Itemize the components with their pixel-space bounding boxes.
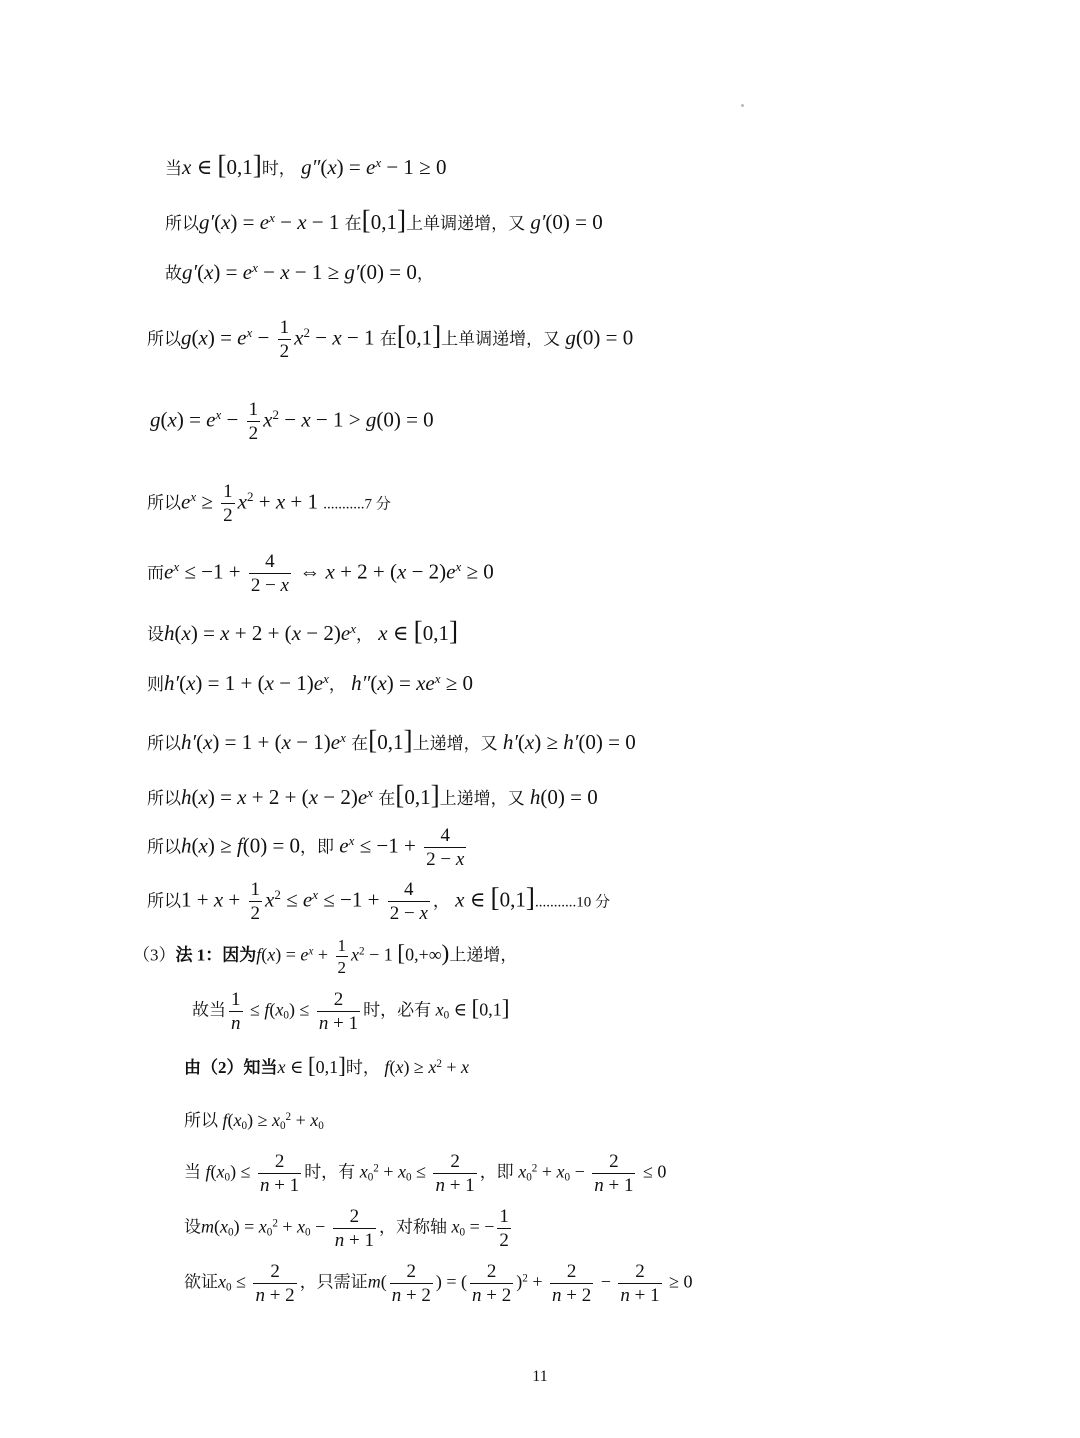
page-number: 11 [532, 1368, 548, 1385]
score-mark-7: ...........7 分 [323, 496, 391, 513]
math-line-11: 所以$h(x) = x + 2 + (x - 2)e^x$ 在[0,1]上递增，又 h(0) = 0 [147, 780, 598, 810]
math-line-6: 所以$e^x$ ≥ $\frac{1}{2}$ $x^2 + x + 1$ ...........7 分 [147, 481, 391, 526]
math-line-2: 所以$g'(x) = e^x - x - 1$ 在[0,1]上单调递增，又 g′(0) = 0 [165, 205, 603, 235]
math-line-17: 所以 $f(x_0) \ge x_0^2 + x_0$ [184, 1110, 324, 1132]
math-line-18: 当 $f(x_0)$ ≤ $\frac{2}{n + 1}$ 时，有 $x_0^2 + x_0$ ≤ $\frac{2}{n + 1}$ ，即 $x_0^2 + x_0$ − $\frac{2}{n + 1}$ ≤ 0 [184, 1151, 667, 1196]
math-line-4: 所以$g(x) = e^x$ − $\frac{1}{2}$ $x^2 - x - 1$ 在[0,1]上单调递增，又 g(0) = 0 [147, 317, 634, 362]
math-line-7: 而$e^x \le -1$ + $\frac{4}{2 - x}$ ⇔ $x + 2 + (x - 2)e^x \ge 0$ [147, 551, 494, 596]
math-line-12: 所以h(x) ≥ f(0) = 0，即 $e^x \le -1$ + $\frac{4}{2 - x}$ [147, 825, 465, 870]
math-line-16: 由（2）知当x ∈ [0,1]时， $f(x) \ge x^2 + x$ [184, 1053, 470, 1079]
math-line-8: 设$h(x) = x + 2 + (x - 2)e^x$， x ∈ [0,1] [147, 616, 459, 646]
math-line-13: 所以1 + x + $\frac{1}{2}$ $x^2 \le e^x \le -1$ + $\frac{4}{2 - x}$ ， x ∈ [0,1]...........10 分 [147, 879, 610, 924]
math-line-19: 设$m(x_0) = x_0^2 + x_0$ − $\frac{2}{n + 1}$ ，对称轴 $x_0$ = − $\frac{1}{2}$ [184, 1206, 509, 1251]
math-line-1: 当x ∈ [0,1]时， $g''(x) = e^x - 1 \ge 0$ [165, 150, 447, 180]
scan-speck [741, 104, 744, 107]
math-line-10: 所以$h'(x) = 1 + (x - 1)e^x$ 在[0,1]上递增，又 h′(x) ≥ h′(0) = 0 [147, 725, 636, 755]
math-line-20: 欲证$x_0$ ≤ $\frac{2}{n + 2}$ ，只需证m( $\frac{2}{n + 2}$ ) = ( $\frac{2}{n + 2}$ )$^2$ + $\frac{2}{n + 2}$ − $\frac{2}{n + 1}$ ≥ 0 [184, 1261, 693, 1306]
part3-line: （3）法 1：因为$f(x) = e^x$ + $\frac{1}{2}$ $x^2 - 1$ [0,+∞)上递增， [133, 936, 518, 977]
math-line-15: 故当 $\frac{1}{n}$ ≤ $f(x_0)$ ≤ $\frac{2}{n + 1}$ 时，必有 $x_0$ ∈ [0,1] [192, 989, 510, 1034]
math-line-5: $g(x) = e^x$ − $\frac{1}{2}$ $x^2 - x - 1 > g(0) = 0$ [150, 399, 434, 444]
math-line-9: 则$h'(x) = 1 + (x - 1)e^x$， $h''(x) = xe^x \ge 0$ [147, 670, 474, 695]
math-line-3: 故$g'(x) = e^x - x - 1 \ge g'(0) = 0$， [165, 259, 434, 284]
score-mark-10: ...........10 分 [534, 894, 610, 911]
